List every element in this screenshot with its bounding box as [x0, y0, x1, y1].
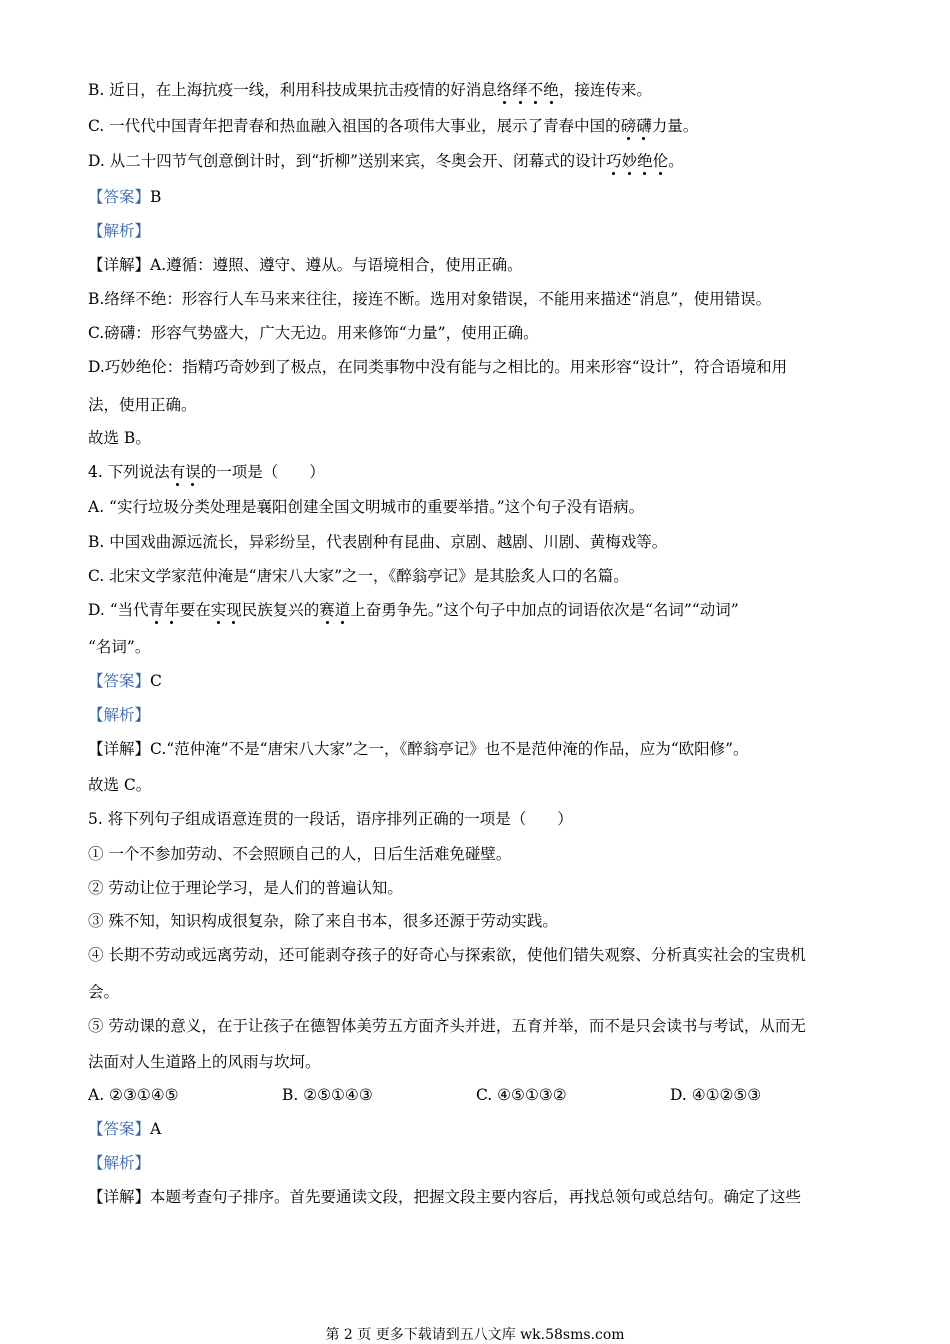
q5-option-c: C. ④⑤①③②	[476, 1086, 567, 1104]
emphasis-dot-char: 道	[334, 601, 351, 619]
emphasis-dot-char: 青	[148, 601, 165, 619]
q3-analysis	[88, 221, 868, 241]
emphasis-dot-char: 磅	[620, 117, 637, 135]
q3-option-c: C. 一代代中国青年把青春和热血融入祖国的各项伟大事业，展示了青春中国的磅礴力量。	[88, 117, 699, 135]
emphasis-dot-char: 有	[169, 463, 186, 481]
emphasis-dot-char: 绝	[637, 152, 653, 170]
q4-option-d: D. “当代青年要在实现民族复兴的赛道上奋勇争先。”这个句子中加点的词语依次是“名词”“动词”	[88, 601, 739, 619]
emphasis-dot-char: 现	[226, 601, 242, 619]
q4-option-a: A. “实行垃圾分类处理是襄阳创建全国文明城市的重要举措。”这个句子没有语病。	[88, 498, 645, 516]
marked-word	[211, 601, 242, 619]
q3-detail-d-cont: 法，使用正确。	[88, 396, 197, 414]
analysis-tag: 【解析】	[88, 1154, 151, 1172]
q5-sentence-5: ⑤ 劳动课的意义，在于让孩子在德智体美劳五方面齐头并进，五育并举，而不是只会读书与考试，从而无	[88, 1017, 806, 1035]
q3-detail-d: D.巧妙绝伦：指精巧奇妙到了极点，在同类事物中没有能与之相比的。用来形容“设计”，符合语境和用	[88, 358, 788, 376]
q5-sentence-3: ③ 殊不知，知识构成很复杂，除了来自书本，很多还源于劳动实践。	[88, 912, 558, 930]
q3-option-b: B. 近日，在上海抗疫一线，利用科技成果抗击疫情的好消息络绎不绝，接连传来。	[88, 81, 652, 99]
emphasis-dot-char: 伦	[652, 152, 669, 170]
marked-phrase	[497, 81, 559, 99]
marked-word	[319, 601, 350, 619]
q3-conclusion: 故选 B。	[88, 429, 151, 447]
q4-stem: 4. 下列说法有误的一项是（ ）	[88, 463, 325, 481]
q5-option-d: D. ④①②⑤③	[670, 1086, 762, 1104]
q5-sentence-4-cont: 会。	[88, 983, 120, 1001]
emphasis-dot-char: 妙	[621, 152, 638, 170]
q3-answer	[88, 187, 868, 207]
q5-sentence-4: ④ 长期不劳动或远离劳动，还可能剥夺孩子的好奇心与探索欲，使他们错失观察、分析真实社会的宝贵机	[88, 946, 806, 964]
q4-option-d-cont: “名词”。	[88, 638, 151, 656]
analysis-tag: 【解析】	[88, 706, 151, 724]
q5-answer	[88, 1119, 868, 1139]
answer-tag: 【答案】	[88, 188, 151, 206]
emphasis-dot-char: 年	[164, 601, 180, 619]
q5-sentence-2: ② 劳动让位于理论学习，是人们的普遍认知。	[88, 879, 403, 897]
q3-detail-b: B.络绎不绝：形容行人车马来来往往，接连不断。选用对象错误，不能用来描述“消息”，使用错误。	[88, 290, 772, 308]
emphasis-dot-char: 误	[185, 463, 201, 481]
emphasis-dot-char: 绎	[512, 81, 528, 99]
marked-word	[149, 601, 180, 619]
q3-detail-a: 【详解】A.遵循：遵照、遵守、遵从。与语境相合，使用正确。	[88, 256, 523, 274]
q5-option-a: A. ②③①④⑤	[88, 1086, 179, 1104]
detail-tag: 【详解】	[88, 256, 151, 274]
q5-detail: 【详解】本题考查句子排序。首先要通读文段，把握文段主要内容后，再找总领句或总结句。确定了这些	[88, 1188, 802, 1206]
q4-detail: 【详解】C.“范仲淹”不是“唐宋八大家”之一，《醉翁亭记》也不是范仲淹的作品，应为“欧阳修”。	[88, 740, 749, 758]
page-footer: 第 2 页 更多下载请到五八文库 wk.58sms.com	[325, 1327, 625, 1343]
marked-phrase	[621, 117, 652, 135]
answer-tag: 【答案】	[88, 672, 151, 690]
q4-conclusion: 故选 C。	[88, 776, 152, 794]
detail-tag: 【详解】	[88, 1188, 151, 1206]
emphasis-dot-char: 实	[210, 601, 227, 619]
emphasis-dot-char: 礴	[636, 117, 652, 135]
analysis-tag: 【解析】	[88, 222, 151, 240]
q5-stem: 5. 将下列句子组成语意连贯的一段话，语序排列正确的一项是（ ）	[88, 810, 573, 828]
answer-value: C	[150, 672, 162, 690]
detail-tag: 【详解】	[88, 740, 151, 758]
marked-phrase	[170, 463, 201, 481]
answer-value: A	[150, 1120, 162, 1138]
emphasis-dot-char: 赛	[319, 601, 335, 619]
emphasis-dot-char: 巧	[606, 152, 622, 170]
emphasis-dot-char: 绝	[543, 81, 559, 99]
answer-tag: 【答案】	[88, 1120, 151, 1138]
q3-option-d: D. 从二十四节气创意倒计时，到“折柳”送别来宾，冬奥会开、闭幕式的设计巧妙绝伦。	[88, 152, 684, 170]
q3-detail-c: C.磅礴：形容气势盛大，广大无边。用来修饰“力量”，使用正确。	[88, 324, 539, 342]
q4-option-c: C. 北宋文学家范仲淹是“唐宋八大家”之一，《醉翁亭记》是其脍炙人口的名篇。	[88, 567, 629, 585]
q5-sentence-5-cont: 法面对人生道路上的风雨与坎坷。	[88, 1053, 321, 1071]
emphasis-dot-char: 络	[496, 81, 513, 99]
q5-analysis	[88, 1153, 868, 1173]
marked-phrase	[606, 152, 668, 170]
emphasis-dot-char: 不	[527, 81, 544, 99]
q4-option-b: B. 中国戏曲源远流长，异彩纷呈，代表剧种有昆曲、京剧、越剧、川剧、黄梅戏等。	[88, 533, 668, 551]
answer-value: B	[150, 188, 162, 206]
q4-answer	[88, 671, 868, 691]
q5-option-b: B. ②⑤①④③	[282, 1086, 373, 1104]
q4-analysis	[88, 705, 868, 725]
q5-sentence-1: ① 一个不参加劳动、不会照顾自己的人，日后生活难免碰壁。	[88, 845, 512, 863]
